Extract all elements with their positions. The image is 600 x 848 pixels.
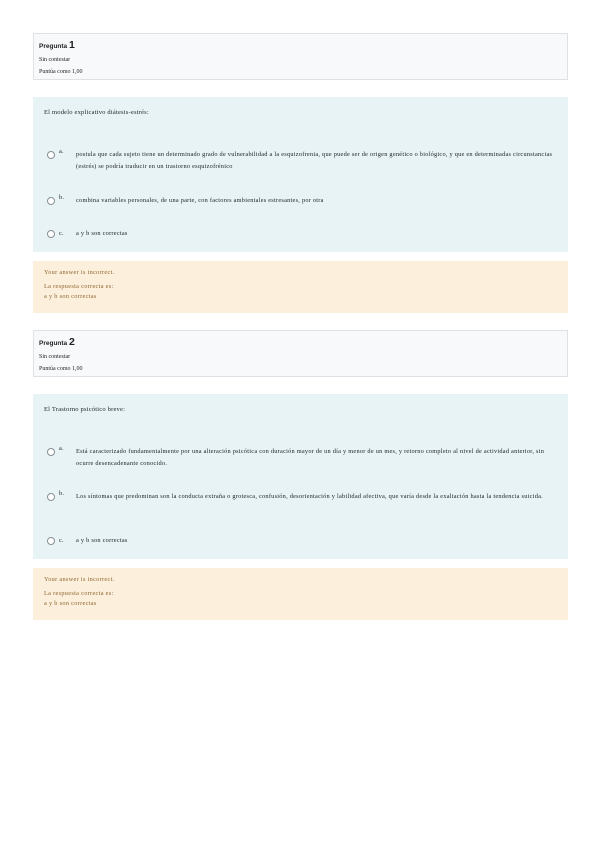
answer-letter: c. [59, 537, 64, 544]
question-1-info [33, 33, 568, 80]
question-status: Sin contestar [39, 57, 71, 63]
question-points: Puntúa como 1,00 [39, 69, 83, 75]
question-status: Sin contestar [39, 354, 71, 360]
answer-option-c[interactable] [47, 535, 554, 547]
answer-text: Los síntomas que predominan son la conducta extraña o grotesca, confusión, desorientación y labilidad afectiva, que varía desde la exaltación hasta la tendencia suicida. [76, 493, 543, 500]
answer-option-a[interactable] [47, 446, 554, 470]
radio-button[interactable] [47, 230, 55, 238]
question-1-heading [39, 39, 562, 51]
answer-letter: b. [59, 194, 65, 201]
feedback-right-answer: a y b son correctas [44, 293, 97, 300]
answer-text: Está caracterizado fundamentalmente por una alteración psicótica con duración mayor de un día y menor de un mes, y retorno completo al nivel de actividad anterior, sin ocurre desencadenante conocido. [76, 448, 545, 467]
answer-option-c[interactable] [47, 228, 554, 240]
answer-letter: a. [59, 445, 64, 452]
question-1-content [33, 97, 568, 252]
question-number: 1 [68, 39, 75, 51]
answer-text: a y b son correctas [76, 230, 128, 237]
radio-button[interactable] [47, 197, 55, 205]
answer-letter: b. [59, 490, 65, 497]
question-2-content [33, 394, 568, 559]
question-label: Pregunta [39, 340, 68, 347]
feedback-right-label: La respuesta correcta es: [44, 283, 114, 290]
feedback-verdict: Your answer is incorrect. [44, 269, 115, 276]
answer-text: postula que cada sujeto tiene un determinado grado de vulnerabilidad a la esquizofrenia, que puede ser de origen genético o biológico, y que en determinadas circunstancias (estrés) se podría traducir en un trastorno esquizofrénico [76, 151, 553, 170]
question-1-feedback [33, 261, 568, 313]
question-2-heading [39, 336, 562, 348]
question-2-feedback [33, 568, 568, 620]
radio-button[interactable] [47, 151, 55, 159]
question-text: El Trastorno psicótico breve: [44, 406, 126, 413]
radio-button[interactable] [47, 448, 55, 456]
answer-text: a y b son correctas [76, 537, 128, 544]
answer-option-b[interactable] [47, 491, 554, 515]
feedback-verdict: Your answer is incorrect. [44, 576, 115, 583]
question-number: 2 [68, 336, 75, 348]
question-points: Puntúa como 1,00 [39, 366, 83, 372]
feedback-right-answer: a y b son correctas [44, 600, 97, 607]
radio-button[interactable] [47, 537, 55, 545]
radio-button[interactable] [47, 493, 55, 501]
answer-option-a[interactable] [47, 149, 554, 173]
feedback-right-label: La respuesta correcta es: [44, 590, 114, 597]
answer-text: combina variables personales, de una parte, con factores ambientales estresantes, por otra [76, 197, 324, 204]
question-2-info [33, 330, 568, 377]
answer-letter: c. [59, 230, 64, 237]
question-label: Pregunta [39, 43, 68, 50]
answer-letter: a. [59, 148, 64, 155]
question-text: El modelo explicativo diátesis-estrés: [44, 109, 149, 116]
answer-option-b[interactable] [47, 195, 554, 207]
